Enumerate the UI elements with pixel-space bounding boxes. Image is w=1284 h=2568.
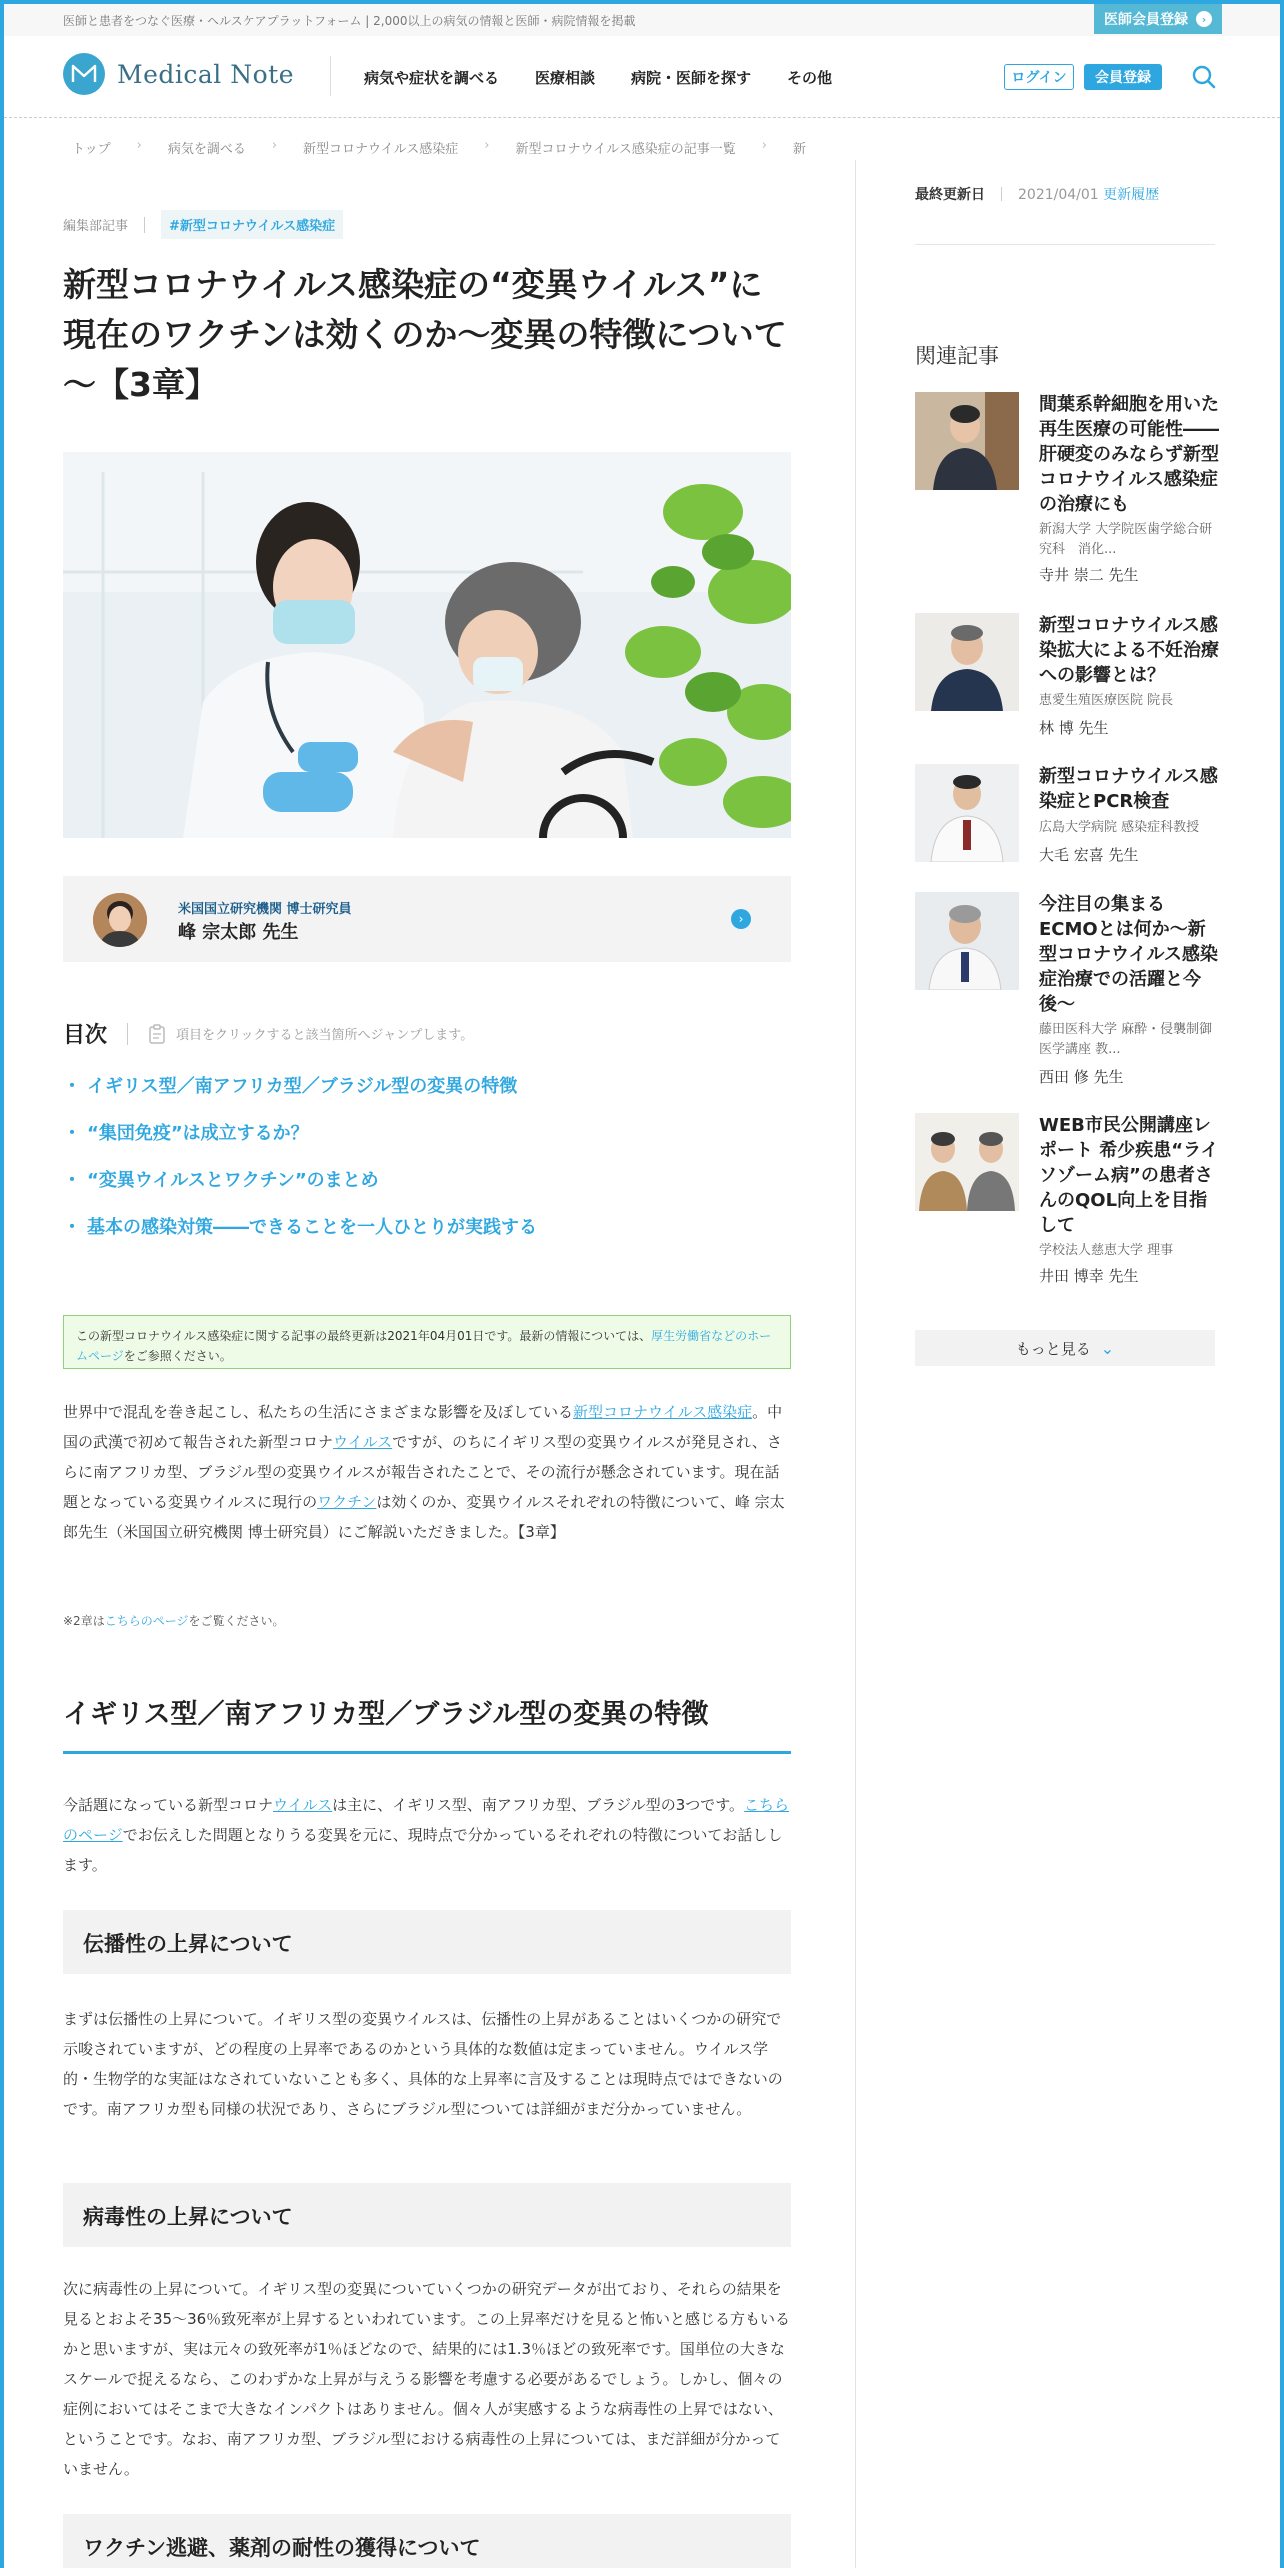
nav-item-other[interactable]: その他	[787, 69, 833, 87]
toc-item-label: “変異ウイルスとワクチン”のまとめ	[87, 1170, 379, 1191]
author-avatar	[93, 893, 147, 947]
breadcrumb-current: 新	[792, 142, 806, 157]
show-more-label: もっと見る	[1015, 1339, 1091, 1358]
chevron-right-icon: ›	[1196, 11, 1212, 27]
column-divider	[855, 160, 856, 2568]
related-article-title: WEB市民公開講座レポート 希少疾患“ライソゾーム病”の患者さんのQOL向上を目指して	[1039, 1115, 1219, 1236]
related-article[interactable]	[915, 392, 1219, 592]
related-article-org: 藤田医科大学 麻酔・侵襲制御医学講座 教...	[1039, 1022, 1213, 1057]
toc-item[interactable]	[63, 1166, 537, 1213]
intro-text: 。中国の武漢で初めて報告された新型コロナ	[63, 1403, 783, 1451]
section-link-page[interactable]: こちらのページ	[63, 1796, 790, 1844]
article-title: 新型コロナウイルス感染症の“変異ウイルス”に現在のワクチンは効くのか～変異の特徴について～【3章】	[63, 265, 787, 404]
last-updated-label: 最終更新日	[915, 187, 985, 203]
section-heading: イギリス型／南アフリカ型／ブラジル型の変異の特徴	[63, 1692, 791, 1754]
search-icon[interactable]	[1189, 62, 1219, 92]
chevron-down-icon: ⌄	[1100, 1338, 1115, 1358]
section-link-virus[interactable]: ウイルス	[273, 1796, 333, 1814]
intro-link-vaccine[interactable]: ワクチン	[317, 1493, 377, 1511]
clipboard-icon	[148, 1024, 166, 1044]
chevron-right-icon: ›	[484, 138, 490, 153]
virulence-paragraph: 次に病毒性の上昇について。イギリス型の変異についていくつかの研究データが出ており、それらの結果を見るとおよそ35～36％致死率が上昇するといわれています。この上昇率だけを見ると怖いと感じる方もいるかと思いますが、実は元々の致死率が1％ほどなので、結果的には1.3％ほどの致死率です。国単位の大きなスケールで捉えるなら、このわずかな上昇が与えうる影響を考慮する必要があるでしょう。しかし、個々の症例においてはそこまで大きなインパクトはありません。個々人が実感するような病毒性の上昇ではない、ということです。なお、南アフリカ型、ブラジル型における病毒性の上昇については、まだ詳細が分かっていません。	[63, 2280, 790, 2478]
site-logo[interactable]	[63, 53, 294, 95]
intro-text: 世界中で混乱を巻き起こし、私たちの生活にさまざまな影響を及ぼしている	[63, 1403, 574, 1421]
chevron-right-icon: ›	[136, 138, 142, 153]
toc-item[interactable]	[63, 1119, 537, 1166]
topic-tag[interactable]: #新型コロナウイルス感染症	[161, 210, 343, 239]
toc-list	[63, 1072, 537, 1260]
notice-link[interactable]: 厚生労働省などのホームページ	[76, 1329, 772, 1363]
tagline: 医師と患者をつなぐ医療・ヘルスケアプラットフォーム | 2,000以上の病気の情報と医師・病院情報を掲載	[63, 14, 636, 28]
bullet: ・	[63, 1123, 81, 1144]
related-article-thumbnail	[915, 1113, 1019, 1211]
last-updated	[915, 184, 1159, 204]
related-article[interactable]	[915, 764, 1218, 874]
nav-item-consult[interactable]: 医療相談	[535, 69, 596, 87]
breadcrumb-diseases[interactable]: 病気を調べる	[167, 142, 246, 157]
bullet: ・	[63, 1217, 81, 1238]
related-article-title: 新型コロナウイルス感染拡大による不妊治療への影響とは？	[1039, 615, 1219, 686]
breadcrumb-top[interactable]: トップ	[72, 142, 111, 157]
toc-item-label: イギリス型／南アフリカ型／ブラジル型の変異の特徴	[87, 1076, 518, 1097]
show-more-button[interactable]	[915, 1330, 1215, 1366]
article-tags	[63, 210, 343, 239]
site-header	[4, 36, 1280, 118]
chevron-right-icon: ›	[731, 909, 751, 929]
frame-right-border	[1280, 0, 1284, 2568]
subheading-vaccine-escape: ワクチン逃避、薬剤の耐性の獲得について	[63, 2514, 791, 2568]
section-intro-paragraph	[63, 1790, 791, 1880]
toc-item-label: 基本の感染対策――できることを一人ひとりが実践する	[87, 1217, 537, 1238]
breadcrumb-covid[interactable]: 新型コロナウイルス感染症	[303, 142, 459, 157]
intro-link-covid[interactable]: 新型コロナウイルス感染症	[573, 1403, 753, 1421]
related-article[interactable]	[915, 1113, 1219, 1303]
toc-item[interactable]	[63, 1213, 537, 1260]
chapter-note	[63, 1612, 284, 1629]
related-article-title: 間葉系幹細胞を用いた再生医療の可能性――肝硬変のみならず新型コロナウイルス感染症の治療にも	[1039, 394, 1219, 515]
related-article-thumbnail	[915, 892, 1019, 990]
related-article-org: 学校法人慈恵大学 理事	[1039, 1243, 1174, 1258]
related-article-title: 新型コロナウイルス感染症とPCR検査	[1039, 766, 1218, 812]
related-article-org: 恵愛生殖医療医院 院長	[1039, 693, 1174, 708]
update-history-link[interactable]: 更新履歴	[1103, 187, 1160, 203]
chapter-note-link[interactable]: こちらのページ	[104, 1614, 189, 1628]
author-organization: 米国国立研究機関 博士研究員	[178, 902, 352, 917]
chapter-note-text: をご覧ください。	[188, 1614, 285, 1628]
related-article-thumbnail	[915, 613, 1019, 711]
chapter-note-text: ※2章は	[63, 1614, 105, 1628]
doctor-register-button[interactable]	[1094, 4, 1222, 34]
related-article-org: 広島大学病院 感染症科教授	[1039, 820, 1200, 835]
related-article-title: 今注目の集まるECMOとは何か〜新型コロナウイルス感染症治療での活躍と今後〜	[1039, 894, 1218, 1015]
toc-note-text: 項目をクリックすると該当箇所へジャンプします。	[176, 1028, 474, 1043]
toc-item[interactable]	[63, 1072, 537, 1119]
editor-tag: 編集部記事	[63, 219, 129, 234]
related-article-thumbnail	[915, 392, 1019, 490]
intro-link-virus[interactable]: ウイルス	[333, 1433, 393, 1451]
nav-item-diseases[interactable]: 病気や症状を調べる	[364, 69, 500, 87]
frame-left-border	[0, 0, 4, 2568]
doctor-register-label: 医師会員登録	[1104, 12, 1188, 28]
intro-text: は効くのか、変異ウイルスそれぞれの特徴について、峰 宗太郎先生（米国国立研究機関 博士研究員）にご解説いただきました。【3章】	[63, 1493, 785, 1541]
related-article-doctor: 西田 修 先生	[1039, 1068, 1124, 1086]
sidebar-divider	[915, 244, 1215, 245]
related-article-doctor: 寺井 崇二 先生	[1039, 566, 1139, 584]
author-name: 峰 宗太郎 先生	[178, 922, 299, 943]
nav-divider	[330, 56, 331, 96]
main-nav	[364, 67, 832, 88]
related-article-doctor: 井田 博幸 先生	[1039, 1267, 1139, 1285]
subheading-virulence: 病毒性の上昇について	[63, 2183, 791, 2247]
toc-item-label: “集団免疫”は成立するか？	[87, 1123, 309, 1144]
bullet: ・	[63, 1076, 81, 1097]
toc-title: 目次	[63, 1023, 108, 1048]
breadcrumb-covid-articles[interactable]: 新型コロナウイルス感染症の記事一覧	[515, 142, 736, 157]
notice-text: この新型コロナウイルス感染症に関する記事の最終更新は2021年04月01日です。最新の情報については、	[76, 1329, 652, 1343]
notice-text-end: をご参照ください。	[123, 1349, 232, 1363]
chevron-right-icon: ›	[761, 138, 767, 153]
toc-divider	[127, 1023, 128, 1045]
breadcrumb	[72, 138, 806, 157]
related-article-org: 新潟大学 大学院医歯学総合研究科 消化...	[1039, 522, 1213, 557]
login-button[interactable]: ログイン	[1004, 64, 1074, 90]
logo-text: Medical Note	[117, 59, 295, 89]
hero-image	[63, 452, 791, 838]
toc-header	[63, 1018, 473, 1049]
section-text: 今話題になっている新型コロナ	[63, 1796, 274, 1814]
last-updated-date: 2021/04/01	[1018, 187, 1099, 203]
divider	[1001, 187, 1002, 201]
section-text: でお伝えした問題となりうる変異を元に、現時点で分かっているそれぞれの特徴についてお話しします。	[63, 1826, 783, 1874]
section-text: は主に、イギリス型、南アフリカ型、ブラジル型の3つです。	[332, 1796, 745, 1814]
transmissibility-paragraph: まずは伝播性の上昇について。イギリス型の変異ウイルスは、伝播性の上昇があることはいくつかの研究で示唆されていますが、どの程度の上昇率であるのかという具体的な数値は定まっていません。ウイルス学的・生物学的な実証はなされていないことも多く、具体的な上昇率に言及することは現時点ではできないのです。南アフリカ型も同様の状況であり、さらにブラジル型については詳細がまだ分かっていません。	[63, 2010, 783, 2118]
tag-divider	[144, 217, 145, 233]
author-card[interactable]	[63, 876, 791, 962]
update-notice	[63, 1315, 791, 1369]
related-article[interactable]	[915, 892, 1218, 1092]
subheading-transmissibility: 伝播性の上昇について	[63, 1910, 791, 1974]
signup-button[interactable]: 会員登録	[1084, 64, 1162, 90]
intro-text: ですが、のちにイギリス型の変異ウイルスが発見され、さらに南アフリカ型、ブラジル型の変異ウイルスが報告されたことで、その流行が懸念されています。現在話題となっている変異ウイルスに現行の	[63, 1433, 782, 1511]
intro-paragraph	[63, 1397, 791, 1547]
related-article[interactable]	[915, 613, 1219, 743]
top-info-bar	[4, 4, 1280, 36]
nav-item-find-hospital[interactable]: 病院・医師を探す	[631, 69, 752, 87]
logo-icon	[63, 53, 105, 95]
chevron-right-icon: ›	[271, 138, 278, 153]
related-articles-title: 関連記事	[915, 344, 999, 368]
toc-note	[148, 1024, 473, 1044]
related-article-thumbnail	[915, 764, 1019, 862]
bullet: ・	[63, 1170, 81, 1191]
related-article-doctor: 大毛 宏喜 先生	[1039, 846, 1139, 864]
related-article-doctor: 林 博 先生	[1039, 719, 1109, 737]
